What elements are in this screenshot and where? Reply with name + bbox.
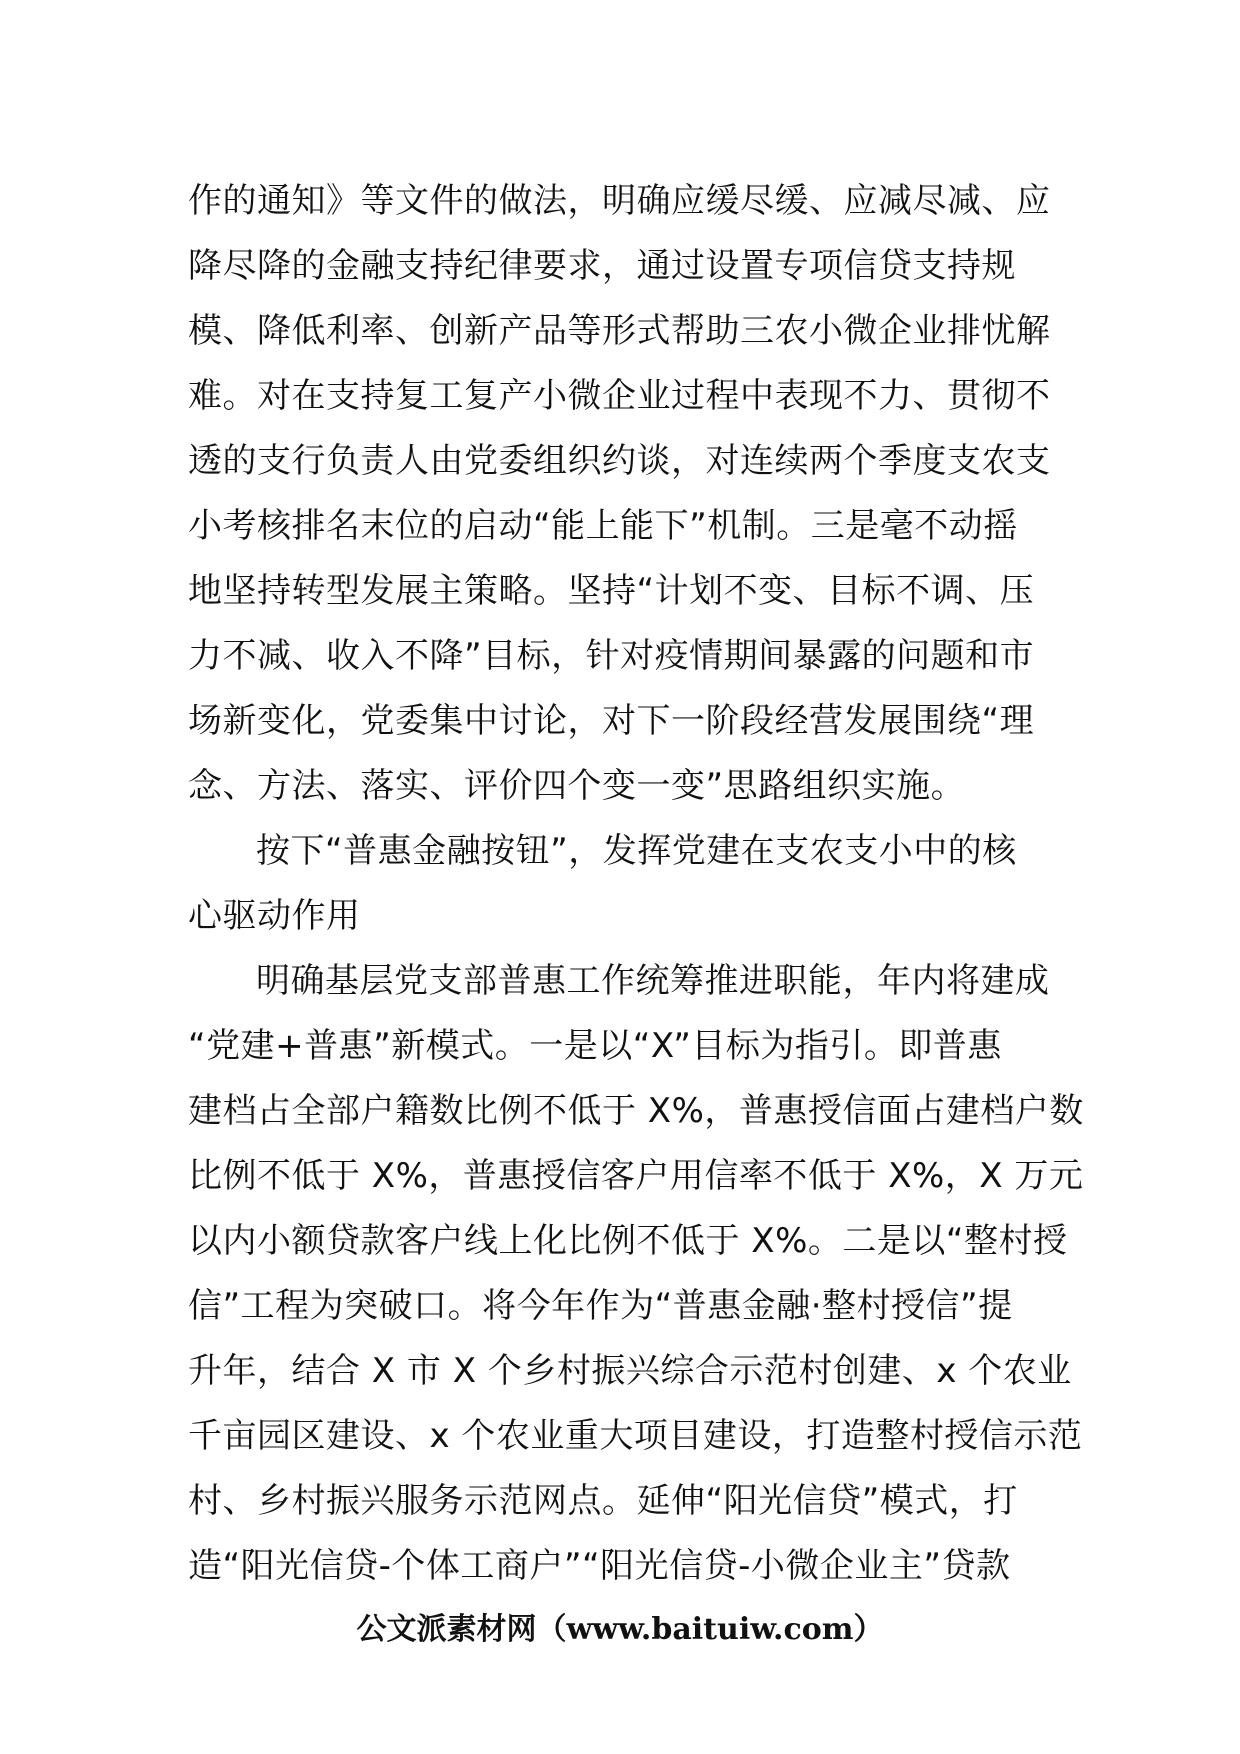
text-line: 模、降低利率、创新产品等形式帮助三农小微企业排忧解 bbox=[188, 311, 1051, 351]
text-line: 以内小额贷款客户线上化比例不低于 X%。二是以“整村授 bbox=[188, 1221, 1068, 1261]
text-line: 比例不低于 X%，普惠授信客户用信率不低于 X%，X 万元 bbox=[188, 1156, 1084, 1196]
text-line: 力不减、收入不降”目标，针对疫情期间暴露的问题和市 bbox=[188, 636, 1035, 676]
document-body bbox=[188, 169, 1084, 1599]
text-line: 降尽降的金融支持纪律要求，通过设置专项信贷支持规 bbox=[188, 246, 1016, 286]
text-line: 造“阳光信贷-个体工商户”“阳光信贷-小微企业主”贷款 bbox=[188, 1546, 1011, 1586]
text-line: 升年，结合 X 市 X 个乡村振兴综合示范村创建、x 个农业 bbox=[188, 1351, 1072, 1391]
text-line: 场新变化，党委集中讨论，对下一阶段经营发展围绕“理 bbox=[188, 701, 1035, 741]
text-line: 地坚持转型发展主策略。坚持“计划不变、目标不调、压 bbox=[188, 571, 1035, 611]
text-line: 难。对在支持复工复产小微企业过程中表现不力、贯彻不 bbox=[188, 376, 1051, 416]
footer-watermark: 公文派素材网（www.baituiw.com） bbox=[356, 1612, 884, 1647]
text-line: 村、乡村振兴服务示范网点。延伸“阳光信贷”模式，打 bbox=[188, 1481, 1018, 1521]
text-line: 建档占全部户籍数比例不低于 X%，普惠授信面占建档户数 bbox=[188, 1091, 1084, 1131]
text-line: 透的支行负责人由党委组织约谈，对连续两个季度支农支 bbox=[188, 441, 1051, 481]
text-line: 按下“普惠金融按钮”，发挥党建在支农支小中的核 bbox=[256, 831, 1017, 871]
text-line: 信”工程为突破口。将今年作为“普惠金融·整村授信”提 bbox=[188, 1286, 1013, 1326]
text-line: 千亩园区建设、x 个农业重大项目建设，打造整村授信示范 bbox=[188, 1416, 1083, 1456]
text-line: 明确基层党支部普惠工作统筹推进职能，年内将建成 bbox=[256, 961, 1050, 1001]
text-line: 小考核排名末位的启动“能上能下”机制。三是毫不动摇 bbox=[188, 506, 1018, 546]
text-line: 心驱动作用 bbox=[188, 896, 361, 936]
text-line: “党建+普惠”新模式。一是以“X”目标为指引。即普惠 bbox=[188, 1026, 1002, 1066]
text-line: 念、方法、落实、评价四个变一变”思路组织实施。 bbox=[188, 766, 966, 806]
text-line: 作的通知》等文件的做法，明确应缓尽缓、应减尽减、应 bbox=[188, 181, 1051, 221]
